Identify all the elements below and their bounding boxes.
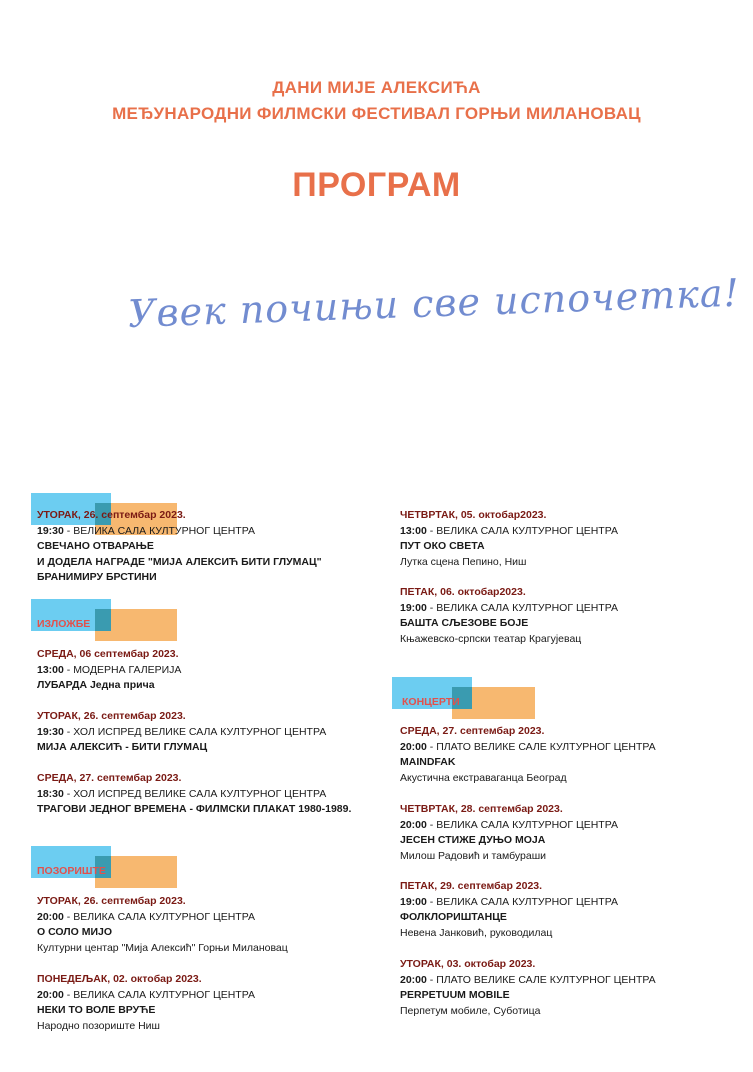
section-marker-concerts	[392, 677, 535, 717]
event-date: ЧЕТВРТАК, 05. октобар2023.	[400, 509, 547, 521]
event-title: ЛУБАРДА Једна прича	[37, 679, 155, 691]
event-time: 19:30	[37, 524, 64, 537]
event-title: БРАНИМИРУ БРСТИНИ	[37, 571, 157, 583]
event-title: О СОЛО МИЈО	[37, 926, 113, 938]
section-label-concerts: КОНЦЕРТИ	[402, 696, 460, 708]
event-date: СРЕДА, 27. септембар 2023.	[400, 725, 545, 737]
event-place: - ХОЛ ИСПРЕД ВЕЛИКЕ САЛА КУЛТУРНОГ ЦЕНТРА	[63, 787, 327, 800]
event-title: ЈЕСЕН СТИЖЕ ДУЊО МОЈА	[400, 834, 546, 846]
event-title: ПУТ ОКО СВЕТА	[400, 540, 485, 552]
event-performer: Акустична екстраваганца Београд	[400, 771, 567, 784]
event-exhibition	[37, 709, 377, 756]
event-time: 19:30	[37, 725, 64, 738]
event-time: 20:00	[400, 818, 427, 831]
event-date: ПОНЕДЕЉАК, 02. октобар 2023.	[37, 973, 202, 985]
event-time: 20:00	[37, 988, 64, 1001]
event-concert	[400, 957, 730, 1019]
event-place: - ПЛАТО ВЕЛИКЕ САЛЕ КУЛТУРНОГ ЦЕНТРА	[426, 740, 656, 753]
event-concert	[400, 802, 730, 864]
motto-calligraphy	[127, 270, 741, 392]
event-date: ПЕТАК, 06. октобар2023.	[400, 586, 526, 598]
event-date: ЧЕТВРТАК, 28. септембар 2023.	[400, 803, 563, 815]
event-date: УТОРАК, 26. септембар 2023.	[37, 509, 186, 521]
event-time: 20:00	[37, 910, 64, 923]
event-date: УТОРАК, 03. октобар 2023.	[400, 958, 536, 970]
event-date: СРЕДА, 27. септембар 2023.	[37, 772, 182, 784]
event-exhibition	[37, 647, 377, 694]
section-label-exhibitions: ИЗЛОЖБЕ	[37, 618, 91, 630]
section-label-theatre: ПОЗОРИШТЕ	[37, 865, 106, 877]
event-performer: Невена Јанковић, руководилац	[400, 926, 553, 939]
page-title: ПРОГРАМ	[292, 166, 461, 204]
event-performer: Народно позориште Ниш	[37, 1019, 160, 1032]
event-theatre	[400, 585, 730, 647]
section-marker-exhibitions	[31, 599, 177, 639]
event-time: 19:00	[400, 895, 427, 908]
event-time: 13:00	[37, 663, 64, 676]
event-theatre	[37, 972, 377, 1034]
event-date: УТОРАК, 26. септембар 2023.	[37, 710, 186, 722]
event-theatre	[400, 508, 730, 570]
event-title: БАШТА СЉЕЗОВЕ БОЈЕ	[400, 617, 529, 629]
event-date: УТОРАК, 26. септембар 2023.	[37, 895, 186, 907]
event-title: ТРАГОВИ ЈЕДНОГ ВРЕМЕНА - ФИЛМСКИ ПЛАКАТ 1980-1989.	[37, 803, 352, 815]
event-time: 19:00	[400, 601, 427, 614]
event-concert	[400, 879, 730, 941]
event-theatre	[37, 894, 377, 956]
event-exhibition	[37, 771, 377, 818]
festival-subtitle: МЕЂУНАРОДНИ ФИЛМСКИ ФЕСТИВАЛ ГОРЊИ МИЛАНОВАЦ	[112, 104, 641, 123]
event-place: - ВЕЛИКА САЛА КУЛТУРНОГ ЦЕНТРА	[63, 524, 256, 537]
event-time: 13:00	[400, 524, 427, 537]
event-title: PERPETUUM MOBILE	[400, 989, 510, 1001]
event-place: - ВЕЛИКА САЛА КУЛТУРНОГ ЦЕНТРА	[426, 601, 619, 614]
event-place: - ВЕЛИКА САЛА КУЛТУРНОГ ЦЕНТРА	[426, 524, 619, 537]
event-time: 20:00	[400, 973, 427, 986]
event-time: 18:30	[37, 787, 64, 800]
event-place: - ВЕЛИКА САЛА КУЛТУРНОГ ЦЕНТРА	[426, 818, 619, 831]
event-performer: Милош Радовић и тамбураши	[400, 849, 546, 862]
event-title: НЕКИ ТО ВОЛЕ ВРУЋЕ	[37, 1004, 156, 1016]
event-place: - ПЛАТО ВЕЛИКЕ САЛЕ КУЛТУРНОГ ЦЕНТРА	[426, 973, 656, 986]
event-performer: Перпетум мобиле, Суботица	[400, 1004, 541, 1017]
event-place: - ВЕЛИКА САЛА КУЛТУРНОГ ЦЕНТРА	[63, 910, 256, 923]
event-place: - ВЕЛИКА САЛА КУЛТУРНОГ ЦЕНТРА	[63, 988, 256, 1001]
event-performer: Књажевско-српски театар Крагујевац	[400, 632, 582, 645]
event-performer: Културни центар "Мија Алексић" Горњи Милановац	[37, 941, 288, 954]
event-place: - ВЕЛИКА САЛА КУЛТУРНОГ ЦЕНТРА	[426, 895, 619, 908]
event-title: И ДОДЕЛА НАГРАДЕ "МИЈА АЛЕКСИЋ БИТИ ГЛУМАЦ"	[37, 555, 322, 568]
event-title: СВЕЧАНО ОТВАРАЊЕ	[37, 540, 154, 552]
event-place: - ХОЛ ИСПРЕД ВЕЛИКЕ САЛА КУЛТУРНОГ ЦЕНТРА	[63, 725, 327, 738]
event-date: ПЕТАК, 29. септембар 2023.	[400, 880, 543, 892]
event-title: MAINDFAK	[400, 756, 456, 768]
event-date: СРЕДА, 06 септембар 2023.	[37, 648, 179, 660]
event-title: ФОЛКЛОРИШТАНЦЕ	[400, 911, 507, 923]
event-concert	[400, 724, 730, 786]
event-place: - МОДЕРНА ГАЛЕРИЈА	[63, 663, 182, 676]
event-time: 20:00	[400, 740, 427, 753]
festival-name: ДАНИ МИЈЕ АЛЕКСИЋА	[272, 78, 481, 97]
motto-text: Увек почињи све испочетка!	[127, 270, 741, 336]
event-opening	[37, 508, 377, 586]
event-performer: Лутка сцена Пепино, Ниш	[400, 555, 527, 568]
section-marker-theatre	[31, 846, 177, 886]
event-title: МИЈА АЛЕКСИЋ - БИТИ ГЛУМАЦ	[37, 741, 208, 753]
